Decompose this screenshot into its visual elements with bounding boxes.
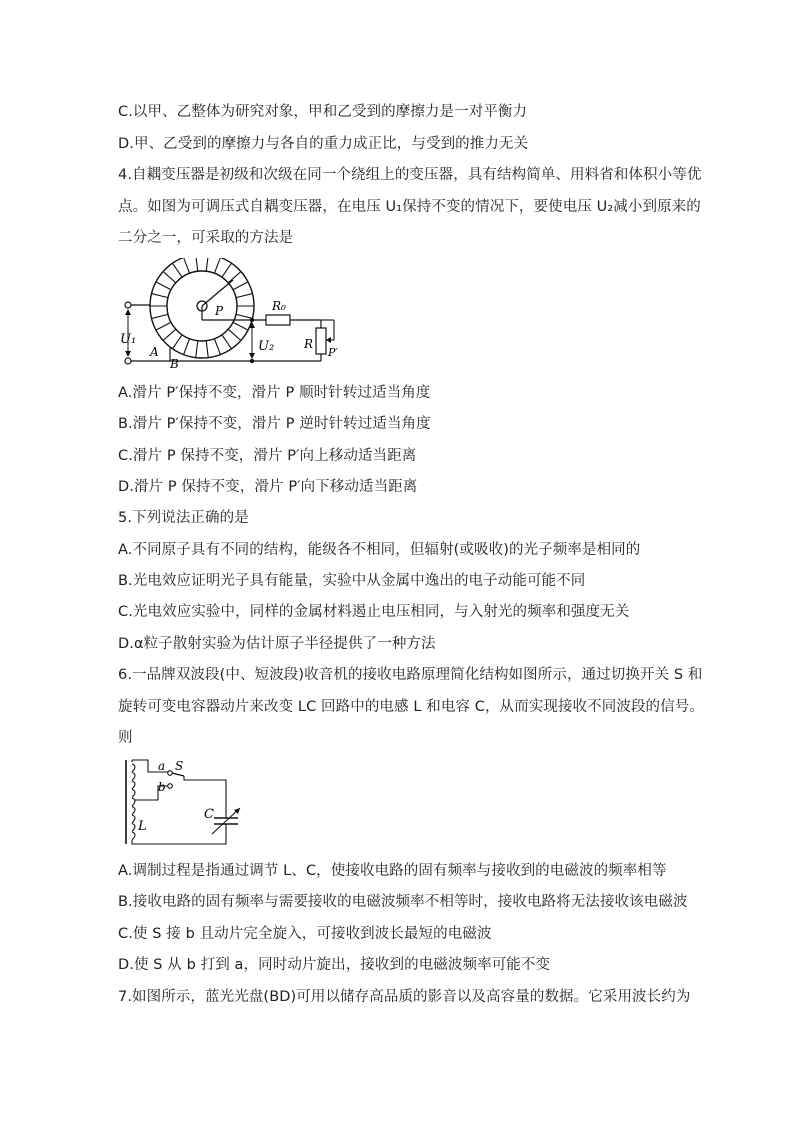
q5-stem: 5.下列说法正确的是 — [118, 510, 249, 526]
q6-option-d: D.使 S 从 b 打到 a，同时动片旋出，接收到的电磁波频率可能不变 — [118, 957, 551, 973]
label-r: R — [304, 337, 314, 351]
autotransformer-diagram — [118, 258, 358, 373]
q7-stem-line1: 7.如图所示，蓝光光盘(BD)可用以储存高品质的影音以及高容量的数据。它采用波长约为 — [118, 989, 691, 1005]
winding-turn — [163, 272, 176, 283]
winding-turn — [222, 263, 232, 277]
q4-stem-line3: 二分之一，可采取的方法是 — [118, 230, 294, 246]
q5-option-c: C.光电效应实验中，同样的金属材料遏止电压相同，与入射光的频率和强度无关 — [118, 604, 630, 620]
winding-turn — [156, 322, 171, 330]
label-l: L — [138, 819, 147, 834]
label-b: B — [170, 357, 179, 371]
winding-turn — [228, 272, 241, 283]
lc-circuit-diagram — [118, 756, 258, 848]
label-p-prime: P′ — [328, 346, 338, 359]
q3-option-c: C.以甲、乙整体为研究对象，甲和乙受到的摩擦力是一对平衡力 — [118, 104, 528, 120]
slider-p-prime — [327, 320, 334, 340]
terminal-top-left — [125, 302, 131, 308]
q4-option-c: C.滑片 P 保持不变，滑片 P′向上移动适当距离 — [118, 448, 417, 464]
winding-turn — [196, 341, 198, 358]
q6-stem-line1: 6.一品牌双波段(中、短波段)收音机的接收电路原理简化结构如图所示，通过切换开关 S 和 — [118, 667, 703, 683]
coil-loop — [132, 790, 135, 798]
q4-option-b: B.滑片 P′保持不变，滑片 P 逆时针转过适当角度 — [118, 416, 431, 432]
winding-turn — [184, 339, 190, 355]
winding-turn — [196, 258, 198, 271]
q5-option-b: B.光电效应证明光子具有能量，实验中从金属中逸出的电子动能可能不同 — [118, 573, 586, 589]
autotransformer-figure — [118, 258, 358, 373]
coil-loop — [132, 824, 135, 832]
label-b-switch: b — [158, 780, 166, 794]
winding-turn — [236, 314, 253, 318]
label-r0: R₀ — [272, 299, 286, 313]
label-u1: U₁ — [120, 332, 137, 347]
terminal-bottom-left — [125, 358, 131, 364]
label-c: C — [204, 807, 214, 822]
coil-loop — [132, 798, 135, 806]
coil-loop — [132, 832, 135, 840]
winding-turn — [222, 335, 232, 349]
q3-option-d: D.甲、乙受到的摩擦力与各自的重力成正比，与受到的推力无关 — [118, 136, 529, 152]
winding-turn — [172, 263, 182, 277]
q5-option-a: A.不同原子具有不同的结构，能级各不相同，但辐射(或吸收)的光子频率是相同的 — [118, 542, 641, 558]
winding-turn — [156, 282, 171, 290]
winding-turn — [236, 294, 253, 298]
resistor-r — [316, 328, 326, 354]
label-a-switch: a — [158, 759, 166, 773]
q6-option-a: A.调制过程是指通过调节 L、C，使接收电路的固有频率与接收到的电磁波的频率相等 — [118, 863, 667, 879]
winding-turn — [172, 335, 182, 349]
q6-stem-line2: 旋转可变电容器动片来改变 LC 回路中的电感 L 和电容 C，从而实现接收不同波段的信号。 — [118, 699, 704, 715]
label-a: A — [150, 345, 159, 359]
coil-loop — [132, 781, 135, 789]
winding-turn — [152, 294, 169, 298]
winding-turn — [233, 322, 248, 330]
inductor-coils — [132, 764, 135, 840]
winding-turn — [163, 329, 176, 340]
q5-option-d: D.α粒子散射实验为估计原子半径提供了一种方法 — [118, 636, 436, 652]
winding-turn — [152, 314, 169, 318]
coil-loop — [132, 764, 135, 772]
switch-contact-b — [168, 784, 173, 789]
winding-turn — [184, 258, 190, 273]
winding-turn — [228, 329, 241, 340]
q4-option-a: A.滑片 P′保持不变，滑片 P 顺时针转过适当角度 — [118, 385, 431, 401]
switch-contact-a — [168, 771, 173, 776]
winding-turn — [233, 282, 248, 290]
coil-loop — [132, 773, 135, 781]
winding-turn — [214, 258, 220, 273]
q4-stem-line1: 4.自耦变压器是初级和次级在同一个绕组上的变压器，具有结构简单、用料省和体积小等优 — [118, 167, 702, 183]
slider-p-arm — [202, 280, 233, 306]
q4-option-d: D.滑片 P 保持不变，滑片 P′向下移动适当距离 — [118, 479, 418, 495]
lc-circuit-figure — [118, 756, 258, 848]
winding-turn — [214, 339, 220, 355]
switch-s-blade — [172, 773, 184, 776]
coil-loop — [132, 807, 135, 815]
winding-turn — [206, 258, 208, 271]
q6-stem-line3: 则 — [118, 730, 133, 746]
label-u2: U₂ — [258, 339, 275, 354]
resistor-r0 — [266, 315, 290, 325]
label-s: S — [175, 759, 184, 773]
q6-option-b: B.接收电路的固有频率与需要接收的电磁波频率不相等时，接收电路将无法接收该电磁波 — [118, 894, 688, 910]
q4-stem-line2: 点。如图为可调压式自耦变压器，在电压 U₁保持不变的情况下，要使电压 U₂减小到原来的 — [118, 199, 701, 215]
coil-loop — [132, 815, 135, 823]
label-p: P — [215, 304, 224, 318]
winding-turn — [206, 341, 208, 358]
q6-option-c: C.使 S 接 b 且动片完全旋入，可接收到波长最短的电磁波 — [118, 926, 492, 942]
